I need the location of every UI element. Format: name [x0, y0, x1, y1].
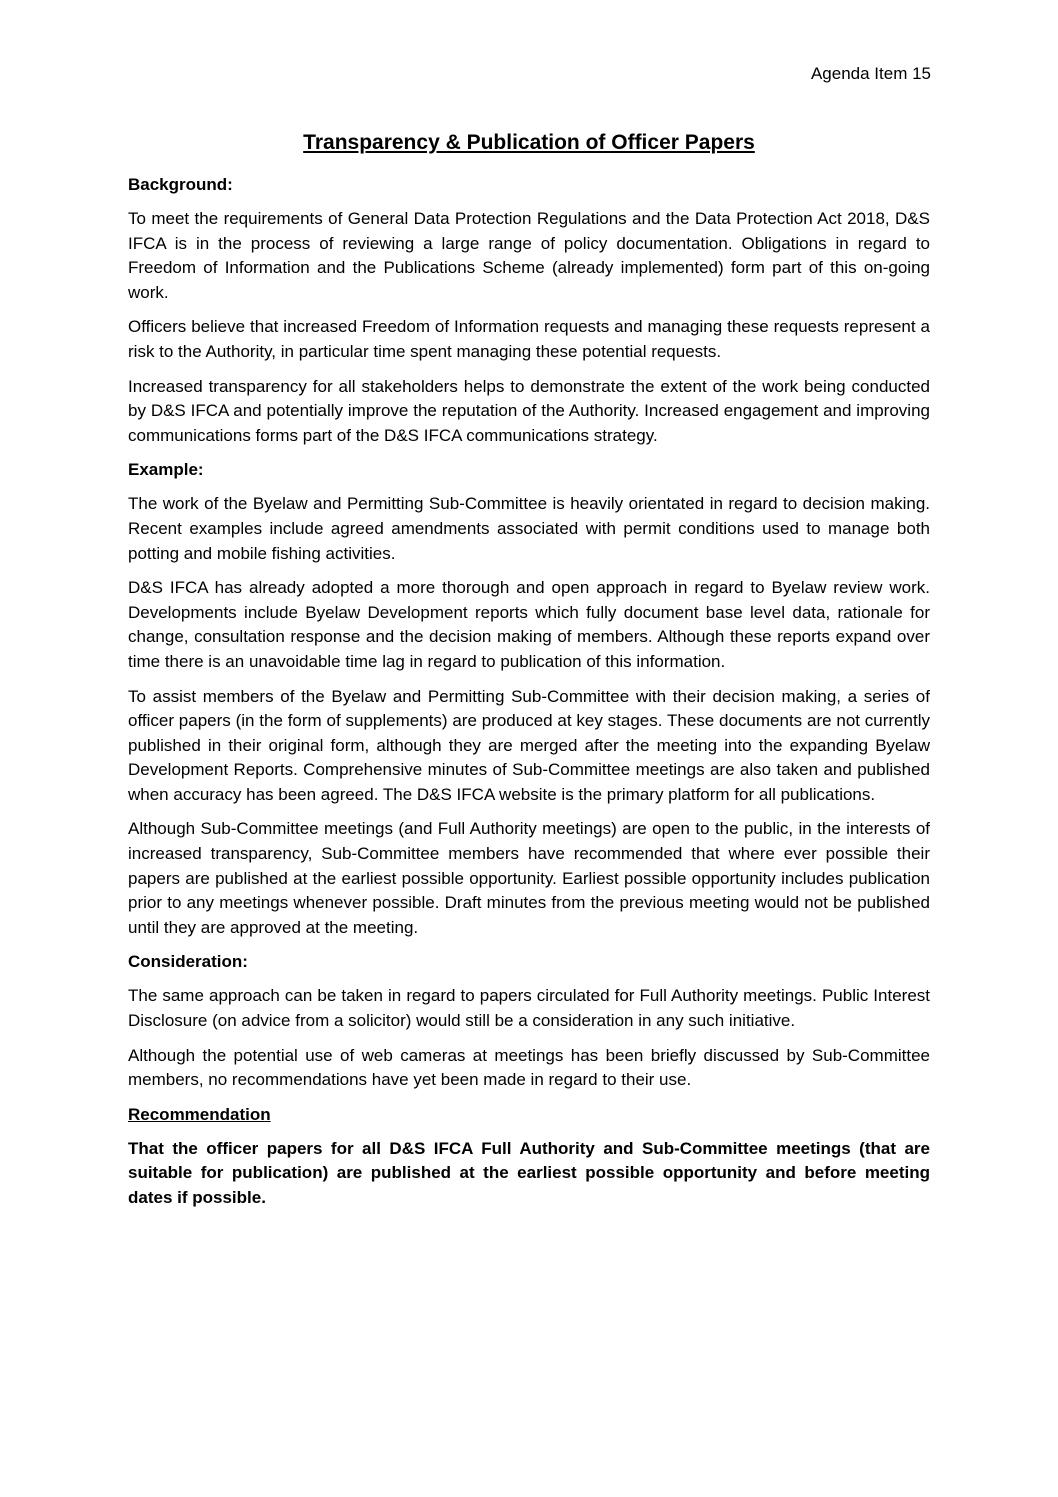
- paragraph: The work of the Byelaw and Permitting Sub-Committee is heavily orientated in regard to decision making. Recent examples include agreed amendments associated with permit conditions used to manage both potting and mobile fishing activities.: [128, 494, 930, 563]
- document-body: [128, 173, 930, 1221]
- section-heading-recommendation: Recommendation: [128, 1104, 271, 1124]
- paragraph: Although Sub-Committee meetings (and Full Authority meetings) are open to the public, in the interests of increased transparency, Sub-Committee members have recommended that where ever possible their papers are published at the earliest possible opportunity. Earliest possible opportunity includes publication prior to any meetings whenever possible. Draft minutes from the previous meeting would not be published until they are approved at the meeting.: [128, 819, 930, 937]
- section-heading-consideration: Consideration:: [128, 952, 248, 972]
- section-recommendation: [128, 1103, 930, 1211]
- section-background: [128, 173, 930, 448]
- section-consideration: [128, 950, 930, 1092]
- paragraph: Although the potential use of web cameras at meetings has been briefly discussed by Sub-Committee members, no recommendations have yet been made in regard to their use.: [128, 1045, 930, 1090]
- paragraph: D&S IFCA has already adopted a more thorough and open approach in regard to Byelaw review work. Developments include Byelaw Development reports which fully document base level data, rationale for change, consultation response and the decision making of members. Although these reports expand over time there is an unavoidable time lag in regard to publication of this information.: [128, 578, 930, 671]
- recommendation-text: That the officer papers for all D&S IFCA Full Authority and Sub-Committee meetings (that are suitable for publication) are published at the earliest possible opportunity and before meeting dates if possible.: [128, 1138, 930, 1207]
- page-title: Transparency & Publication of Officer Papers: [303, 131, 755, 154]
- section-example: [128, 458, 930, 940]
- paragraph: The same approach can be taken in regard to papers circulated for Full Authority meetings. Public Interest Disclosure (on advice from a solicitor) would still be a consideration in any such initiative.: [128, 986, 930, 1031]
- agenda-item-label: Agenda Item 15: [810, 64, 931, 83]
- section-heading-background: Background:: [128, 175, 233, 194]
- section-heading-example: Example:: [128, 460, 204, 480]
- paragraph: Officers believe that increased Freedom of Information requests and managing these requests represent a risk to the Authority, in particular time spent managing these potential requests.: [128, 317, 930, 361]
- paragraph: To meet the requirements of General Data Protection Regulations and the Data Protection Act 2018, D&S IFCA is in the process of reviewing a large range of policy documentation. Obligations in regard to Freedom of Information and the Publications Scheme (already implemented) form part of this on-going work.: [128, 209, 930, 302]
- paragraph: To assist members of the Byelaw and Permitting Sub-Committee with their decision making, a series of officer papers (in the form of supplements) are produced at key stages. These documents are not currently published in their original form, although they are merged after the meeting into the expanding Byelaw Development Reports. Comprehensive minutes of Sub-Committee meetings are also taken and published when accuracy has been agreed. The D&S IFCA website is the primary platform for all publications.: [128, 686, 930, 804]
- paragraph: Increased transparency for all stakeholders helps to demonstrate the extent of the work being conducted by D&S IFCA and potentially improve the reputation of the Authority. Increased engagement and improving communications forms part of the D&S IFCA communications strategy.: [128, 376, 930, 445]
